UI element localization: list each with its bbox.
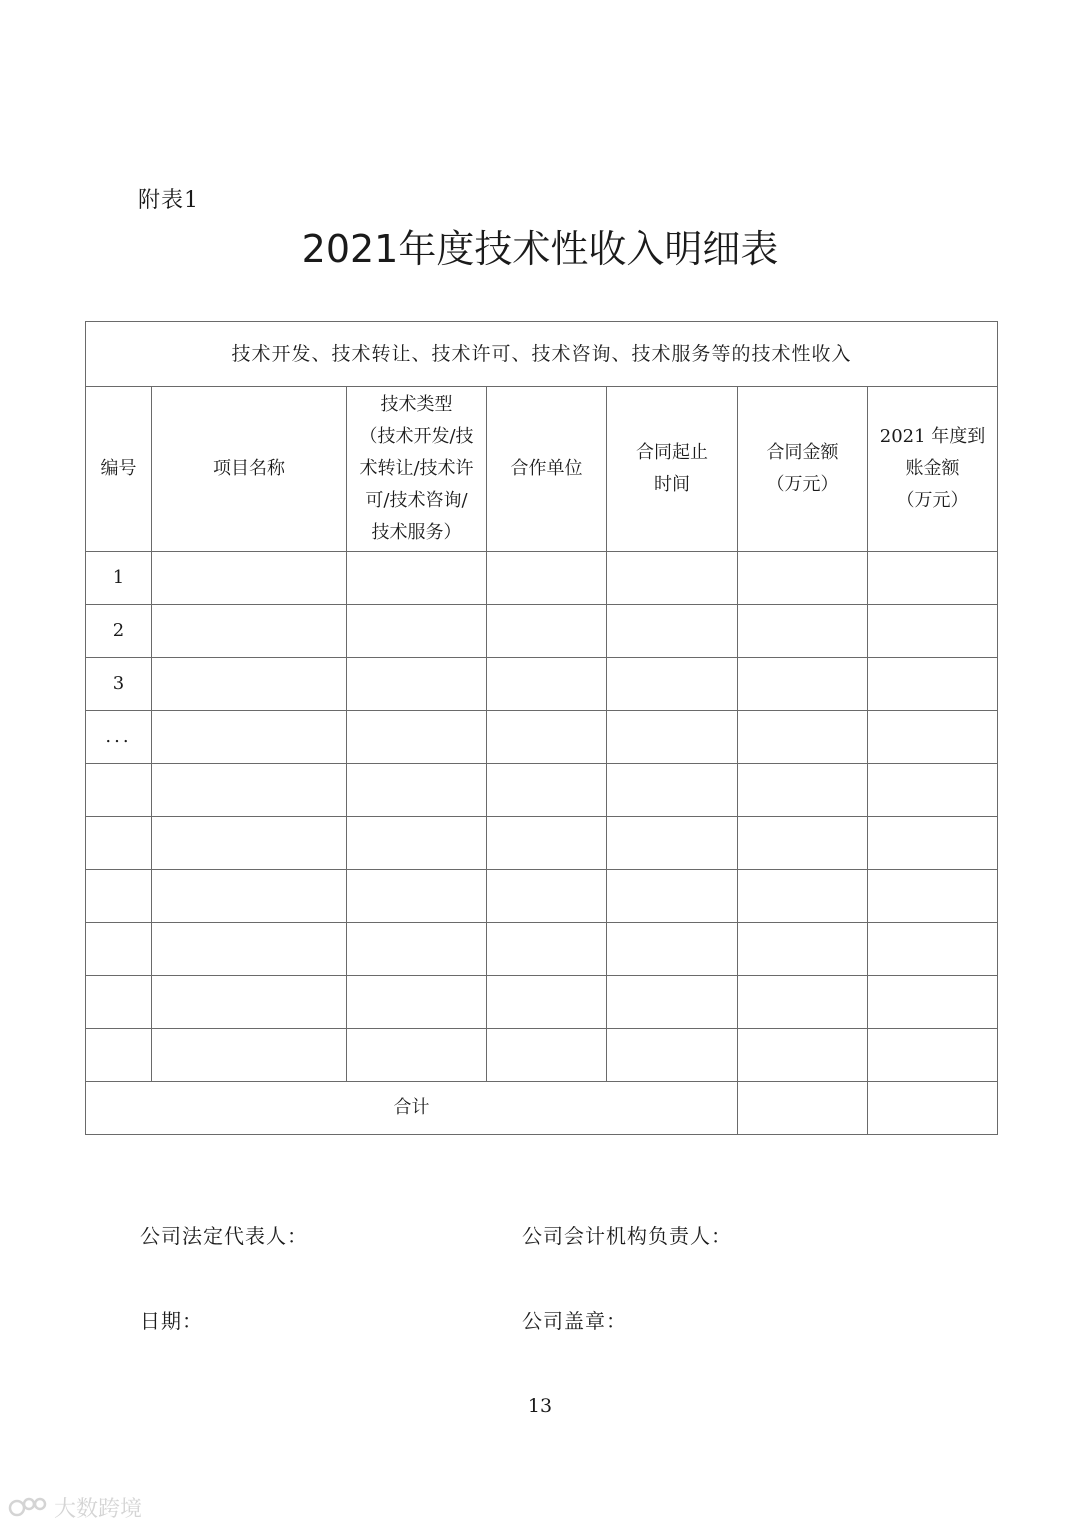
table-cell	[347, 658, 487, 711]
table-cell	[607, 817, 738, 870]
column-header-1	[86, 387, 152, 552]
table-cell	[868, 658, 998, 711]
table-cell	[347, 817, 487, 870]
table-cell	[607, 923, 738, 976]
table-cell	[868, 711, 998, 764]
total-cell	[738, 1082, 868, 1135]
row-number	[86, 817, 152, 870]
column-header-line: 合同起止	[636, 442, 708, 463]
table-row	[86, 923, 998, 976]
table-cell	[868, 1029, 998, 1082]
column-header-line: 项目名称	[213, 458, 285, 479]
column-header-line: 合同金额	[766, 442, 839, 463]
watermark-text: 大数跨境	[54, 1497, 143, 1522]
table-cell	[738, 870, 868, 923]
row-number: ...	[86, 711, 152, 764]
column-header-line: 可/技术咨询/	[365, 490, 468, 511]
table-header-row	[86, 387, 998, 552]
table-banner: 技术开发、技术转让、技术许可、技术咨询、技术服务等的技术性收入	[86, 322, 998, 387]
table-cell	[152, 870, 347, 923]
column-header-3	[347, 387, 487, 552]
table-cell	[868, 976, 998, 1029]
table-row	[86, 552, 998, 605]
table-cell	[152, 552, 347, 605]
table-row	[86, 817, 998, 870]
page-number: 13	[527, 1395, 553, 1417]
column-header-line: 技术类型	[380, 394, 453, 415]
income-table	[85, 321, 998, 1135]
table-cell	[738, 1029, 868, 1082]
table-cell	[738, 605, 868, 658]
column-header-7	[868, 387, 998, 552]
column-header-line: （万元）	[896, 490, 969, 511]
table-cell	[152, 817, 347, 870]
column-header-line: （万元）	[766, 474, 839, 495]
table-cell	[607, 870, 738, 923]
table-row	[86, 711, 998, 764]
column-header-line: 时间	[654, 474, 690, 495]
table-cell	[487, 605, 607, 658]
table-cell	[738, 552, 868, 605]
table-cell	[738, 711, 868, 764]
table-cell	[347, 552, 487, 605]
table-cell	[607, 605, 738, 658]
table-cell	[152, 976, 347, 1029]
table-cell	[868, 605, 998, 658]
row-number: 3	[86, 658, 152, 711]
table-row	[86, 605, 998, 658]
table-cell	[152, 1029, 347, 1082]
table-cell	[738, 764, 868, 817]
column-header-2	[152, 387, 347, 552]
legal-representative-label: 公司法定代表人：	[140, 1224, 308, 1248]
table-cell	[607, 658, 738, 711]
row-number	[86, 976, 152, 1029]
row-number: 1	[86, 552, 152, 605]
table-cell	[607, 711, 738, 764]
column-header-6	[738, 387, 868, 552]
total-cell	[868, 1082, 998, 1135]
table-cell	[487, 976, 607, 1029]
table-cell	[487, 552, 607, 605]
dashuju-logo-icon	[8, 1495, 48, 1521]
table-cell	[868, 870, 998, 923]
table-cell	[347, 870, 487, 923]
column-header-4	[487, 387, 607, 552]
table-cell	[487, 658, 607, 711]
table-cell	[607, 1029, 738, 1082]
column-header-line: （技术开发/技	[359, 426, 474, 447]
table-cell	[487, 764, 607, 817]
table-cell	[607, 976, 738, 1029]
table-cell	[738, 817, 868, 870]
table-cell	[152, 658, 347, 711]
table-cell	[487, 817, 607, 870]
row-number	[86, 923, 152, 976]
table-cell	[487, 923, 607, 976]
table-cell	[868, 764, 998, 817]
table-cell	[152, 764, 347, 817]
table-cell	[347, 1029, 487, 1082]
row-number	[86, 1029, 152, 1082]
table-row	[86, 976, 998, 1029]
table-cell	[487, 711, 607, 764]
column-header-line: 编号	[100, 458, 137, 479]
column-header-5	[607, 387, 738, 552]
table-row	[86, 764, 998, 817]
table-cell	[607, 552, 738, 605]
row-number: 2	[86, 605, 152, 658]
table-cell	[152, 605, 347, 658]
column-header-line: 术转让/技术许	[359, 458, 474, 479]
table-cell	[738, 976, 868, 1029]
company-seal-label: 公司盖章：	[522, 1309, 627, 1333]
total-label: 合计	[86, 1082, 738, 1135]
column-header-line: 技术服务）	[371, 522, 462, 543]
table-cell	[607, 764, 738, 817]
table-cell	[347, 923, 487, 976]
accounting-head-label: 公司会计机构负责人：	[522, 1224, 732, 1248]
row-number	[86, 764, 152, 817]
table-cell	[738, 923, 868, 976]
date-label: 日期：	[140, 1309, 203, 1333]
table-cell	[868, 552, 998, 605]
table-cell	[152, 923, 347, 976]
table-cell	[738, 658, 868, 711]
table-cell	[868, 817, 998, 870]
table-row	[86, 1029, 998, 1082]
document-title: 2021年度技术性收入明细表	[301, 227, 779, 271]
table-cell	[868, 923, 998, 976]
row-number	[86, 870, 152, 923]
annex-label: 附表1	[138, 188, 199, 213]
table-cell	[347, 711, 487, 764]
table-row	[86, 870, 998, 923]
column-header-line: 账金额	[905, 458, 960, 479]
table-row	[86, 658, 998, 711]
table-cell	[487, 1029, 607, 1082]
table-cell	[152, 711, 347, 764]
column-header-line: 合作单位	[510, 458, 583, 479]
table-cell	[347, 976, 487, 1029]
table-cell	[487, 870, 607, 923]
total-row	[86, 1082, 998, 1135]
table-cell	[347, 764, 487, 817]
watermark	[8, 1492, 142, 1523]
column-header-line: 2021 年度到	[879, 426, 986, 447]
table-cell	[347, 605, 487, 658]
